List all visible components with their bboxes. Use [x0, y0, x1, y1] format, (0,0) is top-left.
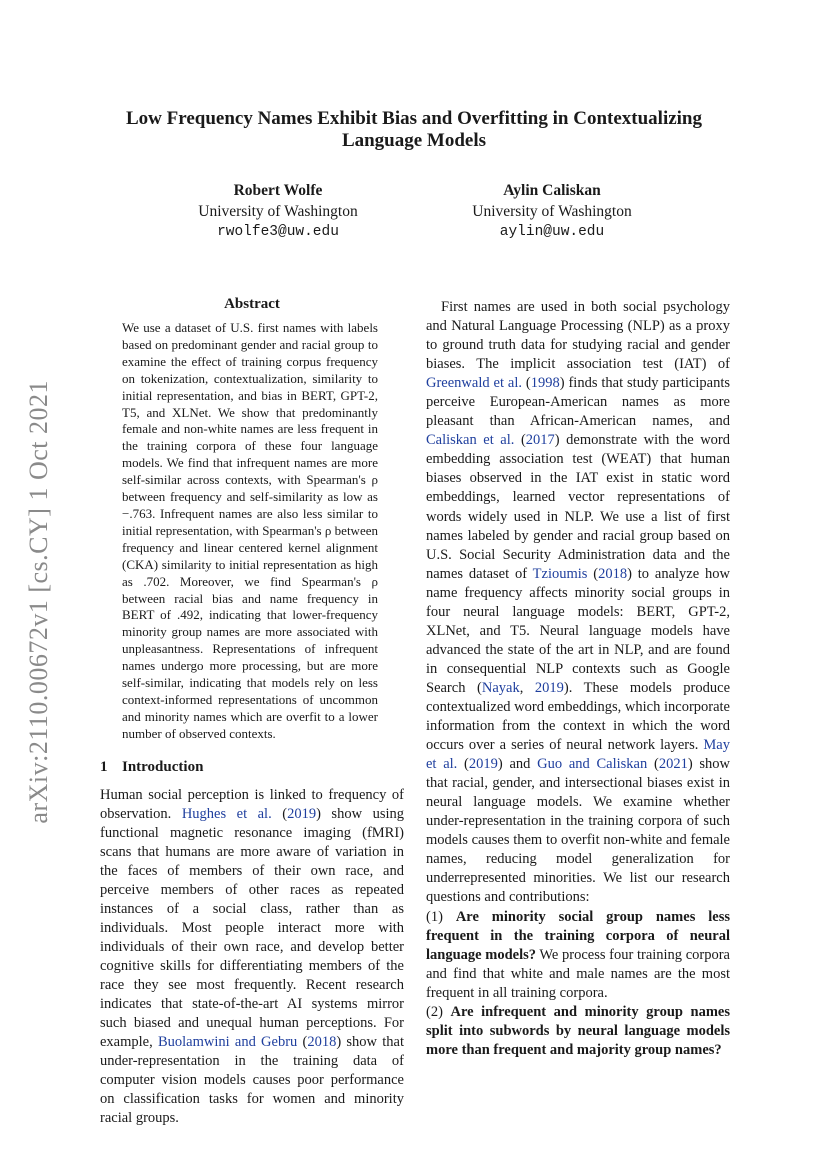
citation-link[interactable]: Buolamwini and Gebru [157, 1034, 298, 1051]
text-run: ) to analyze how name frequency affects minority social groups in four neural language models: BERT, GPT-2, XLNet, and T5. Neural language models have advanced the state of the art in NLP, and are found in consequential NLP contexts such as Google Search ( [426, 565, 730, 696]
author-name: Aylin Caliskan [503, 182, 601, 199]
rq-question: Are infrequent and minority group names split into subwords by neural language models more than frequent and majority group names? [426, 1003, 730, 1058]
text-run: ( [297, 1034, 308, 1051]
citation-link[interactable]: 2018 [598, 565, 628, 582]
abstract-text: We use a dataset of U.S. first names with labels based on predominant gender and racial group to examine the effect of training corpus frequency on tokenization, contextualization, similarity to initial representation, and bias in BERT, GPT-2, T5, and XLNet. We show that predominantly female and non-white names are less frequent in the training corpora of these four language models. We find that infrequent names are more self-similar across contexts, with Spearman's ρ between frequency and self-similarity as low as −.763. Infrequent names are also less similar to initial representation, with Spearman's ρ between frequency and linear centered kernel alignment (CKA) similarity to initial representation as high as .702. Moreover, we find Spearman's ρ between racial bias and name frequency in BERT of .492, indicating that lower-frequency minority group names are more associated with unpleasantness. Representations of infrequent names undergo more processing, but are more self-similar, indicating that models rely on less context-informed representations of uncommon and minority names which are overfit to a lower number of observed contexts. [122, 320, 378, 741]
text-run: ) show using functional magnetic resonance imaging (fMRI) scans that humans are more aware of variation in the faces of members of their own race, and perceive members of other races as repeated instances of a social class, rather than as individuals. Most people interact more with individuals of their own race, and develop better cognitive skills for differentiating members of the race they see most frequently. Recent research indicates that state-of-the-art AI systems mirror such biased and unequal human perceptions. For example, [100, 805, 404, 1051]
text-run: ( [457, 756, 469, 773]
text-run: ( [514, 432, 526, 449]
text-run: ). These models produce contextualized word embeddings, which incorporate information from the context in which the word occurs over a series of neural network layers. [426, 679, 731, 754]
right-column [426, 298, 730, 1060]
research-question-2 [426, 1003, 730, 1060]
paper-title: Low Frequency Names Exhibit Bias and Overfitting in Contextualizing Language Models [125, 108, 702, 151]
text-run: ) show that under-representation in the training data of computer vision models causes poor performance on classification tasks for women and minority racial groups. [100, 1034, 404, 1127]
intro-paragraph-2 [426, 298, 730, 908]
author-affiliation: University of Washington [198, 202, 358, 220]
section-heading [100, 759, 404, 776]
author-block [148, 181, 408, 243]
citation-link[interactable]: Hughes et al. [181, 805, 272, 822]
rq-number: (1) [426, 908, 456, 925]
author-email[interactable]: aylin@uw.edu [499, 224, 605, 240]
citation-link[interactable]: Caliskan et al. [426, 432, 515, 449]
text-run: ) finds that study participants perceive European-American names as more pleasant than African-American names, and [426, 375, 730, 430]
author-affiliation: University of Washington [472, 202, 632, 220]
rq-number: (2) [426, 1003, 451, 1020]
text-run: First names are used in both social psychology and Natural Language Processing (NLP) as a proxy to ground truth data for studying racial and gender biases. The implicit association test (IAT) of [426, 299, 730, 373]
citation-link[interactable]: 2017 [525, 432, 555, 449]
research-question-1 [426, 908, 730, 1003]
text-run: ) show that racial, gender, and intersectional biases exist in neural language models. We examine whether under-representation in the training corpora of such models causes them to overfit non-white and female names, reducing model generalization for underrepresented minorities. We list our research questions and contributions: [426, 756, 730, 906]
citation-link[interactable]: Greenwald et al. [426, 375, 522, 392]
citation-link[interactable]: May et al. [426, 737, 730, 773]
text-run: ) demonstrate with the word embedding association test (WEAT) that human biases observed in the IAT exist in static word embeddings, learned vector representations of words widely used in NLP. We use a list of first names labeled by gender and racial group based on U.S. Social Security Administration data and the names dataset of [426, 432, 730, 582]
citation-link[interactable]: 2019 [287, 805, 317, 822]
citation-link[interactable]: Tzioumis [532, 565, 588, 582]
rq-answer: We process four training corpora and find that white and male names are the most frequent in all training corpora. [426, 946, 730, 1001]
arxiv-identifier: arXiv:2110.00672v1 [cs.CY] 1 Oct 2021 [24, 380, 53, 824]
text-run: ( [647, 756, 659, 773]
intro-paragraph-1 [100, 786, 404, 1129]
citation-link[interactable]: 2019 [534, 679, 564, 696]
section-title: Introduction [122, 758, 204, 775]
author-name: Robert Wolfe [233, 182, 323, 199]
rq-question: Are minority social group names less frequent in the training corpora of neural language models? [426, 908, 730, 963]
citation-link[interactable]: 2018 [307, 1034, 337, 1051]
abstract-heading: Abstract [224, 296, 280, 312]
citation-link[interactable]: 2021 [658, 756, 688, 773]
citation-link[interactable]: Nayak [481, 679, 520, 696]
author-email[interactable]: rwolfe3@uw.edu [217, 224, 339, 240]
left-column [100, 296, 404, 1129]
text-run: ( [521, 375, 531, 392]
section-number: 1 [100, 758, 108, 775]
text-run: ( [587, 565, 599, 582]
text-run: , [519, 679, 535, 696]
text-run: Human social perception is linked to frequency of observation. [100, 786, 404, 822]
text-run: ( [271, 805, 288, 822]
citation-link[interactable]: 1998 [530, 375, 560, 392]
author-block [422, 181, 682, 243]
text-run: ) and [497, 756, 538, 773]
citation-link[interactable]: 2019 [468, 756, 498, 773]
citation-link[interactable]: Guo and Caliskan [537, 756, 648, 773]
